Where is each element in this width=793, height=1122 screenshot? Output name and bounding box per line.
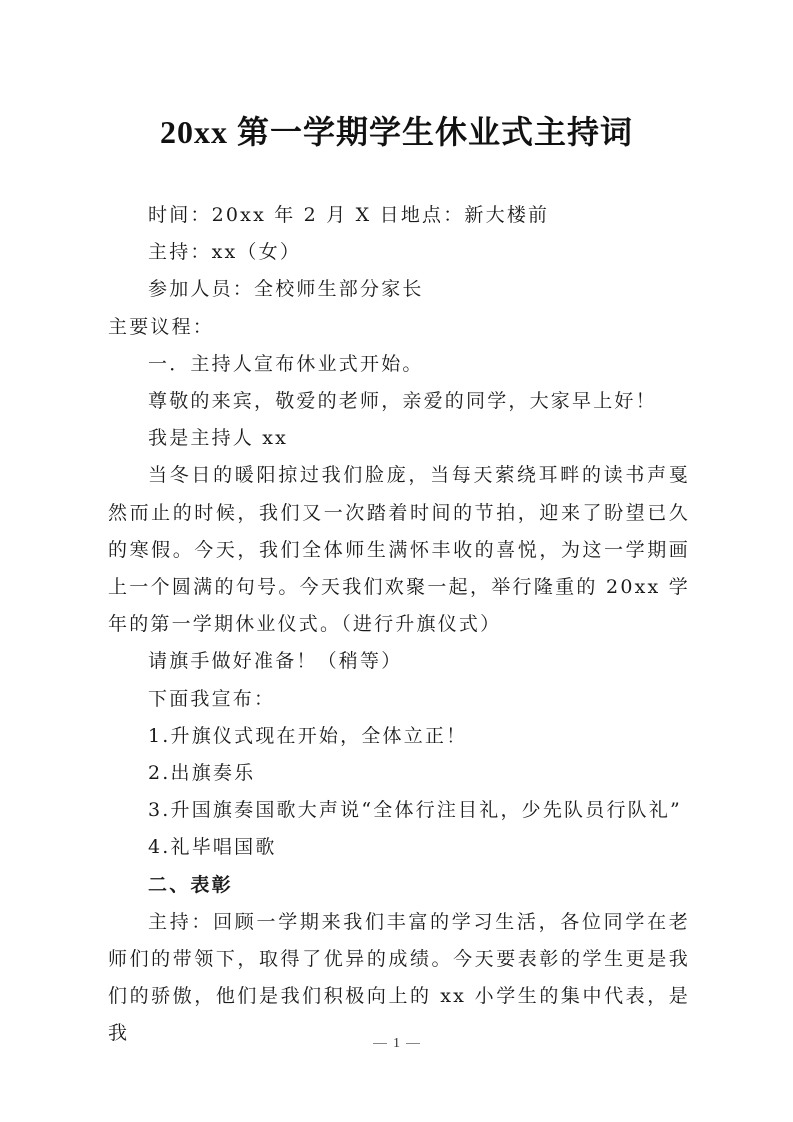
page-footer <box>0 1036 793 1052</box>
list-item-4: 4.礼毕唱国歌 <box>148 836 277 859</box>
list-item-3: 3.升国旗奏国歌大声说“全体行注目礼，少先队员行队礼” <box>148 799 682 822</box>
paragraph-greeting: 尊敬的来宾，敬爱的老师，亲爱的同学，大家早上好！ <box>148 390 657 413</box>
list-item-2: 2.出旗奏乐 <box>148 762 256 785</box>
page-number: 1 <box>393 1036 400 1051</box>
section-heading-commendation: 二、表彰 <box>148 873 233 896</box>
paragraph-commendation-speech: 主持：回顾一学期来我们丰富的学习生活，各位同学在老师们的带领下，取得了优异的成绩。今天要表彰的学生更是我们的骄傲，他们是我们积极向上的 xx 小学生的集中代表，是我 <box>108 910 690 1045</box>
footer-dash-left <box>373 1043 387 1044</box>
paragraph-host-intro: 我是主持人 xx <box>148 427 289 450</box>
paragraph-time-location: 时间：20xx 年 2 月 X 日地点：新大楼前 <box>148 204 550 226</box>
document-body <box>108 197 690 1053</box>
paragraph-opening-speech: 当冬日的暖阳掠过我们脸庞，当每天萦绕耳畔的读书声戛然而止的时候，我们又一次踏着时间的节拍，迎来了盼望已久的寒假。今天，我们全体师生满怀丰收的喜悦，为这一学期画上一个圆满的句号。今天我们欢聚一起，举行隆重的 20xx 学年的第一学期休业仪式。（进行升旗仪式） <box>108 464 690 636</box>
document-title: 20xx 第一学期学生休业式主持词 <box>159 114 633 150</box>
paragraph-host: 主持：xx（女） <box>148 241 302 264</box>
paragraph-agenda-heading: 主要议程： <box>108 315 215 338</box>
paragraph-announce: 下面我宣布： <box>148 687 276 710</box>
paragraph-participants: 参加人员：全校师生部分家长 <box>148 278 424 301</box>
paragraph-flag-prepare: 请旗手做好准备！（稍等） <box>148 650 403 673</box>
paragraph-section-one: 一．主持人宣布休业式开始。 <box>148 352 424 375</box>
footer-dash-right <box>406 1043 420 1044</box>
list-item-1: 1.升旗仪式现在开始，全体立正！ <box>148 724 468 747</box>
